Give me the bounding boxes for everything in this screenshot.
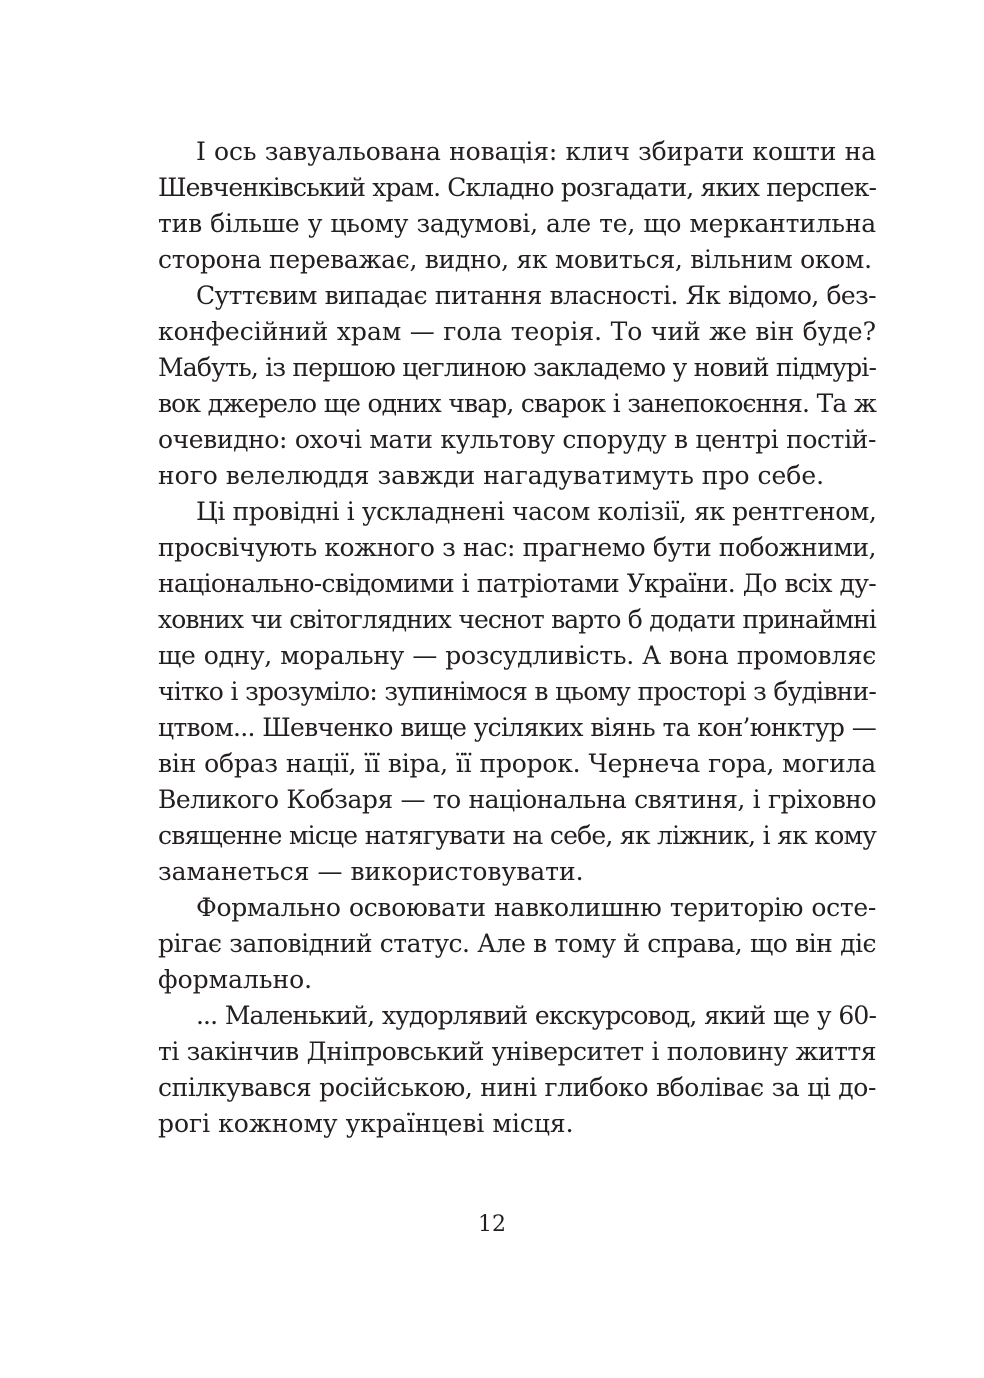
- text-line: Шевченківський храм. Складно розгадати, яких перспек-: [158, 173, 876, 202]
- text-line: Формально освоювати навколишню територію осте-: [196, 893, 876, 922]
- paragraph: [158, 998, 876, 1142]
- text-line: просвічують кожного з нас: прагнемо бути побожними,: [158, 533, 876, 562]
- text-line: Мабуть, із першою цеглиною закладемо у новий підмурі-: [158, 353, 877, 382]
- paragraph: [158, 494, 876, 890]
- text-line: Великого Кобзаря — то національна святиня, і гріховно: [158, 785, 876, 814]
- text-line: ховних чи світоглядних чеснот варто б додати принаймні: [158, 605, 876, 634]
- text-line: спілкувався російською, нині глибоко вболіває за ці до-: [158, 1073, 876, 1102]
- text-line: цтвом... Шевченко вище усіляких віянь та кон’юнктур —: [158, 713, 876, 742]
- paragraph: [158, 134, 876, 278]
- text-line: ті закінчив Дніпровський університет і половину життя: [158, 1037, 876, 1066]
- text-line: сторона переважає, видно, як мовиться, вільним оком.: [158, 245, 872, 274]
- paragraph: [158, 278, 876, 494]
- text-line: рогі кожному українцеві місця.: [158, 1109, 574, 1138]
- text-line: вок джерело ще одних чвар, сварок і занепокоєння. Та ж: [158, 389, 876, 418]
- body-text: [158, 134, 876, 1142]
- text-line: Суттєвим випадає питання власності. Як відомо, без-: [196, 281, 876, 310]
- text-line: він образ нації, її віра, її пророк. Чернеча гора, могила: [158, 749, 876, 778]
- text-line: тив більше у цьому задумові, але те, що меркантильна: [158, 209, 876, 238]
- text-line: очевидно: охочі мати культову споруду в центрі постій-: [158, 425, 876, 454]
- text-line: Ці провідні і ускладнені часом колізії, як рентгеном,: [196, 497, 877, 526]
- text-line: І ось завуальована новація: клич збирати кошти на: [196, 137, 876, 166]
- page-number: 12: [478, 1212, 506, 1237]
- text-line: рігає заповідний статус. Але в тому й справа, що він діє: [158, 929, 876, 958]
- text-line: формально.: [158, 965, 313, 994]
- text-line: священне місце натягувати на себе, як ліжник, і як кому: [158, 821, 876, 850]
- text-line: ще одну, моральну — розсудливість. А вона промовляє: [158, 641, 876, 670]
- paragraph: [158, 890, 876, 998]
- text-line: заманеться — використовувати.: [158, 857, 584, 886]
- text-line: ного велелюддя завжди нагадуватимуть про себе.: [158, 461, 825, 490]
- text-line: ... Маленький, худорлявий екскурсовод, який ще у 60-: [196, 1001, 876, 1030]
- text-line: чітко і зрозуміло: зупинімося в цьому просторі з будівни-: [158, 677, 876, 706]
- text-line: національно-свідомими і патріотами України. До всіх ду-: [158, 569, 876, 598]
- text-line: конфесійний храм — гола теорія. То чий же він буде?: [158, 317, 876, 346]
